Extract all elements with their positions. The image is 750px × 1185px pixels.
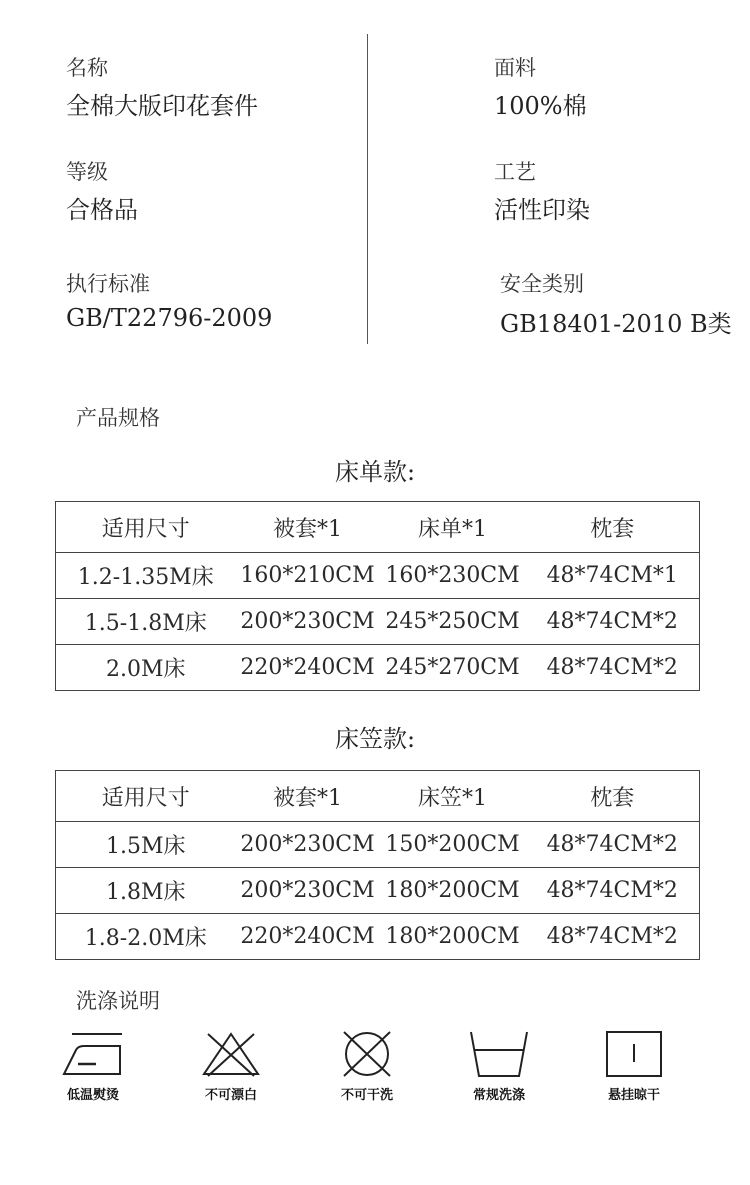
no-dry-clean-icon <box>336 1030 398 1078</box>
table-cell: 180*200CM <box>380 868 526 914</box>
fabric-label: 面料 <box>494 56 536 80</box>
grade-label: 等级 <box>66 160 108 184</box>
header-cell: 枕套 <box>526 771 700 822</box>
care-item-no-dry-clean <box>332 1030 402 1103</box>
safety-label: 安全类别 <box>500 272 584 296</box>
table-cell: 48*74CM*2 <box>526 868 700 914</box>
name-value: 全棉大版印花套件 <box>66 92 258 120</box>
no-bleach-icon <box>200 1030 262 1078</box>
grade-value: 合格品 <box>66 196 138 224</box>
spec-heading: 产品规格 <box>76 406 160 430</box>
info-divider <box>367 34 368 344</box>
table-cell: 1.8-2.0M床 <box>84 926 207 951</box>
header-cell: 床笠*1 <box>380 771 526 822</box>
table-row <box>56 822 700 868</box>
fitted-spec-table <box>55 770 700 960</box>
standard-label: 执行标准 <box>66 272 150 296</box>
care-heading: 洗涤说明 <box>76 989 160 1013</box>
care-item-low-iron <box>58 1030 128 1103</box>
table-cell: 150*200CM <box>380 822 526 868</box>
craft-value: 活性印染 <box>494 196 590 224</box>
hang-dry-icon <box>603 1030 665 1078</box>
header-cell: 被套*1 <box>236 771 380 822</box>
header-cell: 枕套 <box>526 502 700 553</box>
fitted-table-title: 床笠款: <box>334 725 416 753</box>
table-cell: 200*230CM <box>236 599 380 645</box>
table-cell: 200*230CM <box>236 868 380 914</box>
table-cell: 160*230CM <box>380 553 526 599</box>
table-cell: 1.5-1.8M床 <box>56 599 236 645</box>
table-cell: 48*74CM*2 <box>526 599 700 645</box>
table-row <box>56 645 700 691</box>
care-item-no-bleach <box>196 1030 266 1103</box>
care-label: 不可干洗 <box>340 1088 393 1103</box>
table-cell: 48*74CM*2 <box>526 822 700 868</box>
name-label: 名称 <box>66 56 108 80</box>
table-cell: 48*74CM*1 <box>526 553 700 599</box>
table-cell: 2.0M床 <box>105 657 186 682</box>
care-label: 悬挂晾干 <box>607 1088 660 1103</box>
table-cell: 220*240CM <box>240 655 375 680</box>
table-row <box>56 914 700 960</box>
table-cell: 160*210CM <box>236 553 380 599</box>
fabric-value: 100%棉 <box>494 92 587 120</box>
header-cell: 床单*1 <box>380 502 526 553</box>
care-label: 常规洗涤 <box>472 1088 525 1103</box>
safety-value: GB18401-2010 B类 <box>500 310 732 338</box>
standard-value: GB/T22796-2009 <box>66 304 273 332</box>
header-cell: 适用尺寸 <box>56 771 236 822</box>
table-cell: 220*240CM <box>240 924 375 949</box>
normal-wash-icon <box>467 1030 531 1078</box>
table-header-row <box>56 771 700 822</box>
table-cell: 1.8M床 <box>56 868 236 914</box>
header-cell: 适用尺寸 <box>56 502 236 553</box>
table-cell: 200*230CM <box>236 822 380 868</box>
sheet-table-title: 床单款: <box>334 458 416 486</box>
care-item-normal-wash <box>464 1030 534 1103</box>
table-cell: 1.5M床 <box>56 822 236 868</box>
care-label: 低温熨烫 <box>66 1088 119 1103</box>
table-row <box>56 599 700 645</box>
header-cell: 被套*1 <box>236 502 380 553</box>
low-iron-icon <box>60 1030 126 1078</box>
care-label: 不可漂白 <box>204 1088 257 1103</box>
table-cell: 245*250CM <box>380 599 526 645</box>
table-cell: 245*270CM <box>385 655 520 680</box>
table-cell: 180*200CM <box>385 924 520 949</box>
table-cell: 1.2-1.35M床 <box>56 553 236 599</box>
table-row <box>56 553 700 599</box>
care-item-hang-dry <box>599 1030 669 1103</box>
table-header-row <box>56 502 700 553</box>
craft-label: 工艺 <box>494 160 536 184</box>
table-row <box>56 868 700 914</box>
table-cell: 48*74CM*2 <box>546 924 678 949</box>
sheet-spec-table <box>55 501 700 691</box>
table-cell: 48*74CM*2 <box>546 655 678 680</box>
